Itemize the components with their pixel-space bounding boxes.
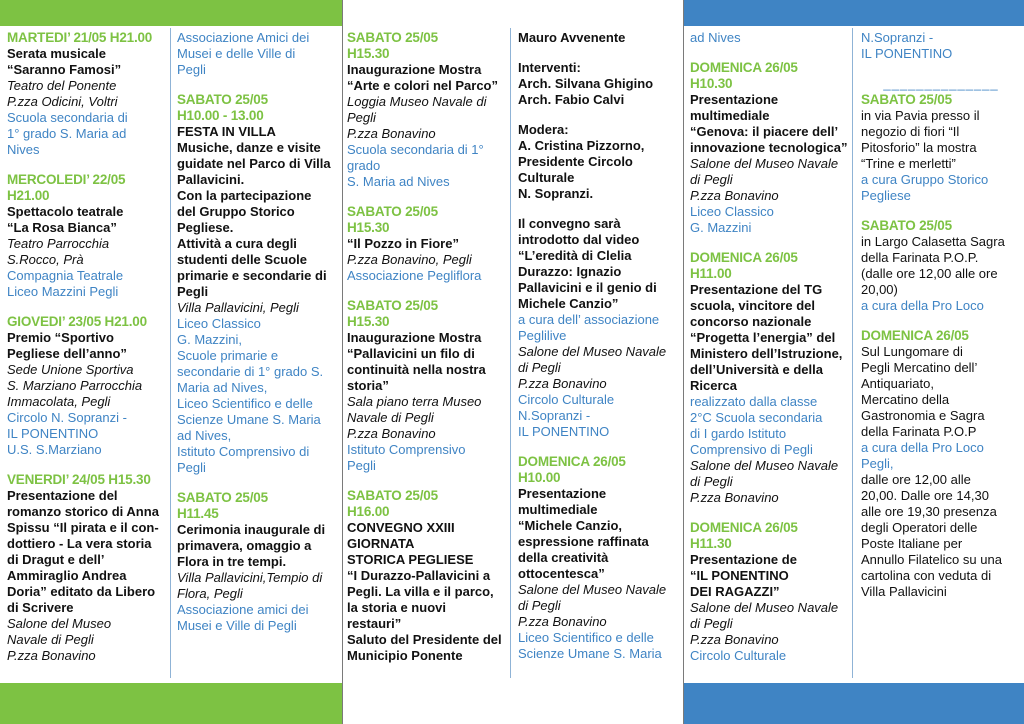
event-date-heading: DOMENICA 26/05 xyxy=(518,454,626,469)
event-entry xyxy=(861,328,1021,600)
event-text-line: Interventi: xyxy=(518,60,581,75)
event-text-line: della Farinata P.O.P. xyxy=(861,250,979,265)
event-text-line: Liceo Scientifico e delle xyxy=(518,630,654,645)
event-text-line: Musiche, danze e visite xyxy=(177,140,321,155)
event-text-line: Presentazione del xyxy=(7,488,118,503)
event-text-line: cartolina con veduta di xyxy=(861,568,992,583)
event-text-line: “Arte e colori nel Parco” xyxy=(347,78,498,93)
program-column-1 xyxy=(7,30,167,678)
event-text-line: IL PONENTINO xyxy=(7,426,99,441)
event-date-heading: H16.00 xyxy=(347,504,390,519)
event-text-line: ottocentesca” xyxy=(518,566,605,581)
event-date-heading: DOMENICA 26/05 xyxy=(690,250,798,265)
event-date-heading: H15.30 xyxy=(347,314,390,329)
event-text-line: Istituto Comprensivo di xyxy=(177,444,310,459)
event-text-line: Sala piano terra Museo xyxy=(347,394,482,409)
event-text-line: studenti delle Scuole xyxy=(177,252,308,267)
event-text-line: Modera: xyxy=(518,122,569,137)
event-text-line: Circolo Culturale xyxy=(690,648,787,663)
event-text-line: multimediale xyxy=(690,108,770,123)
event-text-line: della Farinata P.O.P xyxy=(861,424,977,439)
event-text-line: Salone del Museo Navale xyxy=(518,344,667,359)
event-text-line: di Pegli xyxy=(690,172,733,187)
event-text-line: di Pegli xyxy=(690,616,733,631)
event-text-line: Navale di Pegli xyxy=(347,410,434,425)
event-text-line: 20,00) xyxy=(861,282,898,297)
event-text-line: Attività a cura degli xyxy=(177,236,297,251)
event-date-heading: SABATO 25/05 xyxy=(177,490,268,505)
event-text-line: Pegliese. xyxy=(177,220,234,235)
event-date-heading: H15.30 xyxy=(347,220,390,235)
event-text-line: grado xyxy=(347,158,381,173)
event-date-heading: SABATO 25/05 xyxy=(347,488,438,503)
event-text-line: Salone del Museo Navale xyxy=(518,582,667,597)
bottom-band-white xyxy=(342,683,683,724)
event-text-line: Presentazione xyxy=(690,92,779,107)
event-text-line: P.zza Bonavino, Pegli xyxy=(347,252,472,267)
event-text-line: “La Rosa Bianca” xyxy=(7,220,117,235)
event-date-heading: H10.30 xyxy=(690,76,733,91)
event-date-heading: SABATO 25/05 xyxy=(861,218,952,233)
event-text-line: in Largo Calasetta Sagra xyxy=(861,234,1005,249)
event-text-line: Liceo Classico xyxy=(177,316,261,331)
event-text-line: Arch. Fabio Calvi xyxy=(518,92,625,107)
event-text-line: Scuola secondaria di xyxy=(7,110,128,125)
event-text-line: di Scrivere xyxy=(7,600,74,615)
event-date-heading: SABATO 25/05 xyxy=(347,204,438,219)
event-text-line: Pegli xyxy=(347,458,376,473)
event-text-line: introdotto dal video xyxy=(518,232,640,247)
event-date-heading: MERCOLEDI’ 22/05 xyxy=(7,172,126,187)
event-text-line: dottiero - La vera storia xyxy=(7,536,152,551)
event-text-line: di Pegli xyxy=(690,474,733,489)
event-text-line: G. Mazzini, xyxy=(177,332,243,347)
top-band-green xyxy=(0,0,342,26)
event-text-line: DEI RAGAZZI” xyxy=(690,584,780,599)
event-date-heading: SABATO 25/05 xyxy=(347,30,438,45)
event-text-line: “Pallavicini un filo di xyxy=(347,346,475,361)
event-text-line: P.zza Bonavino xyxy=(518,614,607,629)
event-text-line: continuità nella nostra xyxy=(347,362,486,377)
event-text-line: degli Operatori delle xyxy=(861,520,978,535)
event-date-heading: SABATO 25/05 xyxy=(347,298,438,313)
event-text-line: guidate nel Parco di Villa xyxy=(177,156,331,171)
event-text-line: innovazione tecnologica” xyxy=(690,140,848,155)
event-text-line: Loggia Museo Navale di xyxy=(347,94,487,109)
top-band-white xyxy=(342,0,683,26)
event-text-line: ad Nives xyxy=(690,30,741,45)
event-text-line: Pegli xyxy=(177,62,206,77)
event-date-heading: H11.30 xyxy=(690,536,732,551)
event-text-line: a cura della Pro Loco xyxy=(861,440,984,455)
event-text-line: Saluto del Presidente del xyxy=(347,632,502,647)
event-entry xyxy=(518,60,680,108)
event-text-line: Villa Pallavicini, Pegli xyxy=(177,300,299,315)
event-text-line: Ricerca xyxy=(690,378,737,393)
event-text-line: Michele Canzio” xyxy=(518,296,619,311)
event-text-line: alle ore 19,30 presenza xyxy=(861,504,997,519)
event-text-line: secondarie di 1° grado S. xyxy=(177,364,324,379)
event-text-line: “Genova: il piacere dell’ xyxy=(690,124,839,139)
event-text-line: concorso nazionale xyxy=(690,314,812,329)
event-text-line: Arch. Silvana Ghigino xyxy=(518,76,654,91)
event-text-line: Associazione amici dei xyxy=(177,602,309,617)
event-text-line: Associazione Pegliflora xyxy=(347,268,482,283)
event-text-line: Scienze Umane S. Maria xyxy=(177,412,321,427)
event-text-line: Scienze Umane S. Maria xyxy=(518,646,662,661)
event-date-heading: H15.30 xyxy=(347,46,390,61)
event-date-heading: MARTEDI’ 21/05 H21.00 xyxy=(7,30,153,45)
event-text-line: realizzato dalla classe xyxy=(690,394,818,409)
event-text-line: Musei e Ville di Pegli xyxy=(177,618,297,633)
event-text-line: Villa Pallavicini,Tempio di xyxy=(177,570,323,585)
event-entry xyxy=(7,172,167,300)
event-entry xyxy=(861,30,1021,62)
event-text-line: negozio di fiori “Il xyxy=(861,124,960,139)
event-text-line: Comprensivo di Pegli xyxy=(690,442,813,457)
event-text-line: Spettacolo teatrale xyxy=(7,204,124,219)
event-text-line: STORICA PEGLIESE xyxy=(347,552,474,567)
event-text-line: CONVEGNO XXIII xyxy=(347,520,455,535)
event-entry xyxy=(177,92,337,476)
column-rule-2 xyxy=(510,28,511,678)
event-text-line: primavera, omaggio a xyxy=(177,538,312,553)
event-text-line: S.Rocco, Prà xyxy=(7,252,84,267)
event-text-line: Teatro Parrocchia xyxy=(7,236,110,251)
event-text-line: romanzo storico di Anna xyxy=(7,504,159,519)
event-text-line: Inaugurazione Mostra xyxy=(347,62,482,77)
top-band-blue xyxy=(683,0,1024,26)
event-text-line: N.Sopranzi - xyxy=(518,408,591,423)
event-text-line: N. Sopranzi. xyxy=(518,186,594,201)
event-text-line: Flora, Pegli xyxy=(177,586,243,601)
event-text-line: Immacolata, Pegli xyxy=(7,394,111,409)
event-text-line: P.zza Bonavino xyxy=(690,188,779,203)
event-entry xyxy=(7,314,167,458)
event-entry xyxy=(347,204,507,284)
event-text-line: Scuola secondaria di 1° xyxy=(347,142,484,157)
event-text-line: Spissu “Il pirata e il con- xyxy=(7,520,159,535)
event-text-line: Salone del Museo Navale xyxy=(690,156,839,171)
event-text-line: Associazione Amici dei xyxy=(177,30,310,45)
event-text-line: Mercatino della xyxy=(861,392,950,407)
event-text-line: S. Marziano Parrocchia xyxy=(7,378,143,393)
event-date-heading: H11.00 xyxy=(690,266,732,281)
event-text-line: Serata musicale xyxy=(7,46,107,61)
event-text-line: IL PONENTINO xyxy=(518,424,610,439)
event-text-line: Annullo Filatelico su una xyxy=(861,552,1002,567)
event-date-heading: GIOVEDI’ 23/05 H21.00 xyxy=(7,314,147,329)
event-text-line: Teatro del Ponente xyxy=(7,78,117,93)
event-text-line: la storia e nuovi xyxy=(347,600,446,615)
event-entry xyxy=(861,92,1021,204)
event-text-line: U.S. S.Marziano xyxy=(7,442,102,457)
bottom-band-green xyxy=(0,683,342,724)
event-entry xyxy=(518,122,680,202)
event-text-line: Compagnia Teatrale xyxy=(7,268,124,283)
event-text-line: S. Maria ad Nives xyxy=(347,174,450,189)
event-text-line: Ammiraglio Andrea xyxy=(7,568,127,583)
event-text-line: Durazzo: Ignazio xyxy=(518,264,622,279)
event-text-line: Con la partecipazione xyxy=(177,188,312,203)
event-text-line: Pitosforio” la mostra xyxy=(861,140,977,155)
panel-divider-left xyxy=(342,0,343,724)
event-entry xyxy=(7,30,167,158)
column-rule-3 xyxy=(852,28,853,678)
event-text-line: Antiquariato, xyxy=(861,376,934,391)
event-date-heading: DOMENICA 26/05 xyxy=(861,328,969,343)
event-text-line: Doria” editato da Libero xyxy=(7,584,156,599)
event-text-line: P.zza Bonavino xyxy=(690,490,779,505)
event-entry xyxy=(518,30,680,46)
event-text-line: (dalle ore 12,00 alle ore xyxy=(861,266,998,281)
event-text-line: Sul Lungomare di xyxy=(861,344,963,359)
event-text-line: Cerimonia inaugurale di xyxy=(177,522,326,537)
event-entry xyxy=(347,298,507,474)
event-text-line: primarie e secondarie di xyxy=(177,268,327,283)
event-text-line: a cura dell’ associazione xyxy=(518,312,660,327)
event-text-line: espressione raffinata xyxy=(518,534,649,549)
event-text-line: Pegli xyxy=(177,460,206,475)
event-date-heading: H21.00 xyxy=(7,188,50,203)
event-text-line: Salone del Museo xyxy=(7,616,112,631)
event-text-line: Pegli xyxy=(347,110,376,125)
event-text-line: di Pegli xyxy=(518,598,561,613)
event-text-line: G. Mazzini xyxy=(690,220,752,235)
event-text-line: Nives xyxy=(7,142,40,157)
event-text-line: “Saranno Famosi” xyxy=(7,62,122,77)
event-date-heading: SABATO 25/05 xyxy=(177,92,268,107)
event-text-line: 2°C Scuola secondaria xyxy=(690,410,823,425)
event-date-heading: SABATO 25/05 xyxy=(861,92,952,107)
program-column-5 xyxy=(690,30,850,678)
event-text-line: Musei e delle Ville di xyxy=(177,46,296,61)
event-text-line: scuola, vincitore del xyxy=(690,298,815,313)
event-text-line: Circolo Culturale xyxy=(518,392,615,407)
event-text-line: Flora in tre tempi. xyxy=(177,554,287,569)
event-date-heading: DOMENICA 26/05 xyxy=(690,520,798,535)
event-entry xyxy=(347,488,507,664)
event-date-heading: H10.00 - 13.00 xyxy=(177,108,264,123)
event-text-line: Pegli Mercatino dell’ xyxy=(861,360,978,375)
event-text-line: 1° grado S. Maria ad xyxy=(7,126,127,141)
event-text-line: Istituto Comprensivo xyxy=(347,442,466,457)
event-text-line: P.zza Bonavino xyxy=(347,126,436,141)
event-date-heading: DOMENICA 26/05 xyxy=(690,60,798,75)
event-text-line: “L’eredità di Clelia xyxy=(518,248,632,263)
event-entry xyxy=(690,30,850,46)
event-text-line: Pallavicini. xyxy=(177,172,245,187)
event-text-line: Pegli xyxy=(177,284,209,299)
event-entry xyxy=(7,472,167,664)
event-text-line: di Dragut e dell’ xyxy=(7,552,105,567)
event-text-line: in via Pavia presso il xyxy=(861,108,980,123)
event-text-line: “Progetta l’energia” del xyxy=(690,330,836,345)
event-text-line: Premio “Sportivo xyxy=(7,330,114,345)
event-text-line: N.Sopranzi - xyxy=(861,30,934,45)
event-text-line: “IL PONENTINO xyxy=(690,568,789,583)
event-entry xyxy=(177,490,337,634)
event-text-line: Scuole primarie e xyxy=(177,348,279,363)
event-text-line: Gastronomia e Sagra xyxy=(861,408,985,423)
program-column-4 xyxy=(518,30,680,676)
event-text-line: P.zza Bonavino xyxy=(347,426,436,441)
event-text-line: “Il Pozzo in Fiore” xyxy=(347,236,459,251)
event-text-line: P.zza Odicini, Voltri xyxy=(7,94,118,109)
event-entry xyxy=(177,30,337,78)
event-text-line: Circolo N. Sopranzi - xyxy=(7,410,127,425)
event-text-line: Liceo Scientifico e delle xyxy=(177,396,313,411)
event-entry xyxy=(690,60,850,236)
event-entry xyxy=(861,218,1021,314)
event-text-line: Salone del Museo Navale xyxy=(690,458,839,473)
event-date-heading: VENERDI’ 24/05 H15.30 xyxy=(7,472,151,487)
column-rule-1 xyxy=(170,28,171,678)
event-text-line: Pegli. La villa e il parco, xyxy=(347,584,494,599)
event-text-line: P.zza Bonavino xyxy=(518,376,607,391)
event-text-line: Peglilive xyxy=(518,328,567,343)
event-text-line: P.zza Bonavino xyxy=(7,648,96,663)
event-entry xyxy=(518,454,680,662)
event-text-line: Ministero dell’Istruzione, xyxy=(690,346,843,361)
program-column-6 xyxy=(861,30,1021,614)
separator-line: ______________ xyxy=(883,76,999,91)
event-text-line: Liceo Classico xyxy=(690,204,774,219)
event-text-line: Inaugurazione Mostra xyxy=(347,330,482,345)
event-text-line: della creatività xyxy=(518,550,609,565)
program-column-3 xyxy=(347,30,507,678)
event-text-line: FESTA IN VILLA xyxy=(177,124,276,139)
event-text-line: “Michele Canzio, xyxy=(518,518,623,533)
event-text-line: storia” xyxy=(347,378,389,393)
event-date-heading: H10.00 xyxy=(518,470,561,485)
event-text-line: 20,00. Dalle ore 14,30 xyxy=(861,488,989,503)
event-entry xyxy=(690,520,850,664)
event-entry xyxy=(518,216,680,440)
event-text-line: ad Nives, xyxy=(177,428,232,443)
event-text-line: Presentazione xyxy=(518,486,607,501)
event-text-line: Municipio Ponente xyxy=(347,648,463,663)
event-text-line: Culturale xyxy=(518,170,575,185)
event-text-line: Pegliese dell’anno” xyxy=(7,346,127,361)
event-text-line: dalle ore 12,00 alle xyxy=(861,472,971,487)
event-text-line: Pegliese xyxy=(861,188,911,203)
bottom-band-blue xyxy=(683,683,1024,724)
event-entry xyxy=(690,250,850,506)
event-text-line: di Pegli xyxy=(518,360,561,375)
event-text-line: Pegli, xyxy=(861,456,894,471)
event-text-line: P.zza Bonavino xyxy=(690,632,779,647)
event-text-line: Presentazione del TG xyxy=(690,282,823,297)
event-text-line: A. Cristina Pizzorno, xyxy=(518,138,645,153)
event-text-line: del Gruppo Storico xyxy=(177,204,295,219)
event-text-line: Navale di Pegli xyxy=(7,632,94,647)
event-text-line: Liceo Mazzini Pegli xyxy=(7,284,119,299)
event-text-line: di I gardo Istituto xyxy=(690,426,787,441)
event-text-line: “I Durazzo-Pallavicini a xyxy=(347,568,491,583)
event-text-line: Poste Italiane per xyxy=(861,536,963,551)
event-text-line: restauri” xyxy=(347,616,402,631)
event-text-line: Villa Pallavicini xyxy=(861,584,947,599)
program-column-2 xyxy=(177,30,337,648)
event-text-line: Presidente Circolo xyxy=(518,154,633,169)
event-text-line: Pallavicini e il genio di xyxy=(518,280,657,295)
panel-divider-right xyxy=(683,0,684,724)
event-text-line: Il convegno sarà xyxy=(518,216,621,231)
event-text-line: Sede Unione Sportiva xyxy=(7,362,134,377)
event-text-line: dell’Università e della xyxy=(690,362,823,377)
event-text-line: Maria ad Nives, xyxy=(177,380,268,395)
event-text-line: Presentazione de xyxy=(690,552,797,567)
event-text-line: “Trine e merletti” xyxy=(861,156,956,171)
event-text-line: a cura della Pro Loco xyxy=(861,298,984,313)
event-text-line: IL PONENTINO xyxy=(861,46,953,61)
event-date-heading: H11.45 xyxy=(177,506,219,521)
event-text-line: GIORNATA xyxy=(347,536,415,551)
event-entry xyxy=(347,30,507,190)
event-text-line: Mauro Avvenente xyxy=(518,30,626,45)
event-text-line: multimediale xyxy=(518,502,598,517)
event-text-line: a cura Gruppo Storico xyxy=(861,172,989,187)
event-text-line: Salone del Museo Navale xyxy=(690,600,839,615)
